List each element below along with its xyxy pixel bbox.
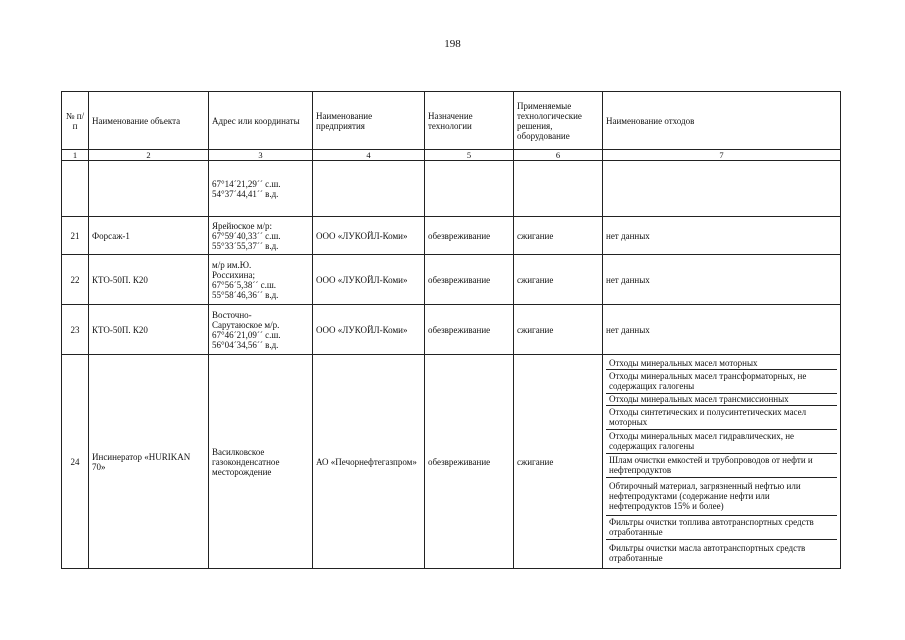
waste-name: нет данных xyxy=(603,217,841,255)
header-wastes: Наименование отходов xyxy=(603,92,841,150)
table-row xyxy=(62,217,841,255)
table-row xyxy=(62,305,841,355)
address-line: Ярейюское м/р: xyxy=(212,220,272,231)
waste-item: Отходы синтетических и полусинтетических масел моторных xyxy=(606,406,837,430)
col-number: 5 xyxy=(425,150,514,161)
waste-item: Отходы минеральных масел моторных xyxy=(606,358,837,370)
col-number: 2 xyxy=(89,150,209,161)
waste-item: Обтирочный материал, загрязненный нефтью или нефтепродуктами (содержание нефти или нефтепродуктов 15% и более) xyxy=(606,478,837,516)
address-cell xyxy=(209,305,313,355)
address-cell: Василковское газоконденсатное месторождение xyxy=(209,355,313,569)
row-number: 24 xyxy=(62,355,89,569)
address-line: Восточно- xyxy=(212,309,252,320)
header-num: № п/п xyxy=(62,92,89,150)
address-line: 67°59´40,33´´ с.ш. xyxy=(212,230,281,241)
col-number: 1 xyxy=(62,150,89,161)
address-line: 56°04´34,56´´ в.д. xyxy=(212,339,279,350)
company-name: ООО «ЛУКОЙЛ-Коми» xyxy=(313,217,425,255)
company-name: АО «Печорнефтегазпром» xyxy=(313,355,425,569)
technology-solution: сжигание xyxy=(514,305,603,355)
address-line: 67°56´5,38´´ с.ш. xyxy=(212,279,277,290)
object-name: Форсаж-1 xyxy=(89,217,209,255)
address-cell xyxy=(209,161,313,217)
col-number: 4 xyxy=(313,150,425,161)
table-row xyxy=(62,255,841,305)
object-name: КТО-50П. К20 xyxy=(89,255,209,305)
technology-purpose: обезвреживание xyxy=(425,305,514,355)
header-solution: Применяемые технологические решения, оборудование xyxy=(514,92,603,150)
company-name: ООО «ЛУКОЙЛ-Коми» xyxy=(313,255,425,305)
waste-item: Фильтры очистки топлива автотранспортных средств отработанные xyxy=(606,516,837,540)
technology-solution: сжигание xyxy=(514,355,603,569)
technology-solution: сжигание xyxy=(514,255,603,305)
col-number: 6 xyxy=(514,150,603,161)
waste-item: Отходы минеральных масел трансмиссионных xyxy=(606,394,837,406)
address-line: 67°46´21,09´´ с.ш. xyxy=(212,329,281,340)
address-line: Сарутаюское м/р. xyxy=(212,319,280,330)
address-line: 55°58´46,36´´ в.д. xyxy=(212,289,279,300)
company-name: ООО «ЛУКОЙЛ-Коми» xyxy=(313,305,425,355)
technology-purpose: обезвреживание xyxy=(425,355,514,569)
row-number: 23 xyxy=(62,305,89,355)
technology-solution: сжигание xyxy=(514,217,603,255)
row-number: 21 xyxy=(62,217,89,255)
address-line: 67°14´21,29´´ с.ш. xyxy=(212,178,281,189)
row-number: 22 xyxy=(62,255,89,305)
header-company: Наименование предприятия xyxy=(313,92,425,150)
waste-list xyxy=(606,358,837,566)
page-number: 198 xyxy=(444,38,461,50)
waste-facilities-table xyxy=(61,91,841,569)
object-name: Инсинератор «HURIKAN 70» xyxy=(89,355,209,569)
header-row xyxy=(62,92,841,150)
header-object: Наименование объекта xyxy=(89,92,209,150)
address-line: м/р им.Ю. xyxy=(212,259,252,270)
continuation-row xyxy=(62,161,841,217)
waste-list-cell xyxy=(603,355,841,569)
technology-purpose: обезвреживание xyxy=(425,255,514,305)
column-number-row xyxy=(62,150,841,161)
waste-item: Фильтры очистки масла автотранспортных средств отработанные xyxy=(609,542,806,563)
waste-name: нет данных xyxy=(603,305,841,355)
address-line: 54°37´44,41´´ в.д. xyxy=(212,188,279,199)
waste-item: Отходы минеральных масел трансформаторных, не содержащих галогены xyxy=(606,370,837,394)
technology-purpose: обезвреживание xyxy=(425,217,514,255)
waste-item: Отходы минеральных масел гидравлических, не содержащих галогены xyxy=(606,430,837,454)
col-number: 3 xyxy=(209,150,313,161)
object-name: КТО-50П. К20 xyxy=(89,305,209,355)
header-address: Адрес или координаты xyxy=(209,92,313,150)
address-line: Россихина; xyxy=(212,269,255,280)
address-cell xyxy=(209,217,313,255)
waste-name: нет данных xyxy=(603,255,841,305)
address-line: 55°33´55,37´´ в.д. xyxy=(212,240,279,251)
address-cell xyxy=(209,255,313,305)
table-row xyxy=(62,355,841,569)
header-purpose: Назначение технологии xyxy=(425,92,514,150)
waste-item: Шлам очистки емкостей и трубопроводов от нефти и нефтепродуктов xyxy=(606,454,837,478)
col-number: 7 xyxy=(603,150,841,161)
